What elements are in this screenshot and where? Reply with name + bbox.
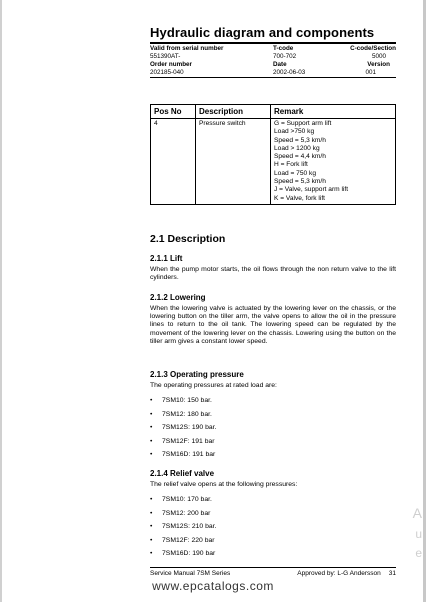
version-value: 001 (365, 69, 376, 76)
valid-value: 551390AT- (150, 53, 181, 60)
list-item: • 7SM16D: 190 bar (150, 547, 216, 561)
remark-line: G = Support arm lift (274, 120, 332, 127)
footer-rule (150, 567, 396, 568)
cell-pos: 4 (151, 119, 196, 205)
list-item: • 7SM10: 170 bar. (150, 493, 216, 507)
codesec-value: 5000 (371, 53, 386, 60)
lift-heading: 2.1.1 Lift (150, 254, 183, 263)
side-mark: e (415, 546, 422, 560)
date-label: Date (273, 61, 287, 68)
operating-pressure-list (150, 394, 216, 462)
lift-text: When the pump motor starts, the oil flows through the non return valve to the lift cylinders. (150, 266, 396, 282)
list-item: • 7SM12F: 191 bar (150, 435, 216, 449)
page-title: Hydraulic diagram and components (150, 25, 375, 40)
remark-line: Load >750 kg (274, 128, 315, 136)
cell-remark (271, 119, 396, 205)
date-value: 2002-06-03 (273, 69, 306, 76)
remark-line: K = Valve, fork lift (274, 194, 325, 202)
footer-approved-by: Approved by: L-G Andersson (297, 570, 381, 577)
list-item: • 7SM16D: 191 bar (150, 448, 216, 462)
col-header-remark: Remark (271, 105, 396, 119)
list-item: • 7SM12: 180 bar. (150, 408, 216, 422)
remark-line: Speed = 4,4 km/h (274, 153, 326, 161)
col-header-pos: Pos No (151, 105, 196, 119)
list-item: • 7SM12F: 220 bar (150, 534, 216, 548)
components-table (150, 104, 396, 205)
side-mark: A (412, 505, 422, 521)
page-edge-left (0, 0, 2, 602)
order-label: Order number (150, 61, 192, 68)
cell-description: Pressure switch (196, 119, 271, 205)
valid-label: Valid from serial number (150, 45, 224, 52)
col-header-description: Description (196, 105, 271, 119)
page-number: 31 (388, 570, 396, 577)
document-meta (150, 45, 396, 77)
footer-manual-title: Service Manual 7SM Series (150, 570, 231, 577)
version-label: Version (367, 61, 390, 68)
table-row (151, 119, 396, 205)
list-item: • 7SM12S: 210 bar. (150, 520, 216, 534)
watermark-url: www.epcatalogs.com (152, 579, 274, 593)
tcode-value: 700-702 (273, 53, 297, 60)
meta-rule (150, 77, 396, 78)
codesec-label: C-code/Section (350, 45, 396, 52)
operating-intro: The operating pressures at rated load are: (150, 382, 277, 389)
side-mark: u (415, 527, 422, 541)
footer-approval (297, 570, 396, 577)
section-heading: 2.1 Description (150, 233, 226, 245)
remark-line: J = Valve, support arm lift (274, 186, 349, 194)
list-item: • 7SM12: 200 bar (150, 507, 216, 521)
operating-heading: 2.1.3 Operating pressure (150, 370, 244, 379)
list-item: • 7SM12S: 190 bar. (150, 421, 216, 435)
lowering-text: When the lowering valve is actuated by the lowering lever on the chassis, or the lowering button on the tiller arm, the valve opens to allow the oil in the pressure lines to return to the oil tank. The lowering speed can be regulated by the movement of the lowering lever on the chassis. Lowering using the button on the tiller arm gives a constant lower speed. (150, 305, 396, 345)
remark-line: Speed = 5,3 km/h (274, 178, 326, 186)
order-value: 202185-040 (150, 69, 184, 76)
relief-heading: 2.1.4 Relief valve (150, 469, 215, 478)
relief-pressure-list (150, 493, 216, 561)
lowering-heading: 2.1.2 Lowering (150, 293, 206, 302)
remark-line: Load = 750 kg (274, 169, 316, 177)
relief-intro: The relief valve opens at the following pressures: (150, 481, 298, 488)
remark-line: Load > 1200 kg (274, 144, 320, 152)
title-rule (150, 42, 396, 44)
table-header-row (151, 105, 396, 119)
tcode-label: T-code (273, 45, 294, 52)
remark-line: H = Fork lift (274, 161, 308, 169)
remark-line: Speed = 5,3 km/h (274, 136, 326, 144)
list-item: • 7SM10: 150 bar. (150, 394, 216, 408)
